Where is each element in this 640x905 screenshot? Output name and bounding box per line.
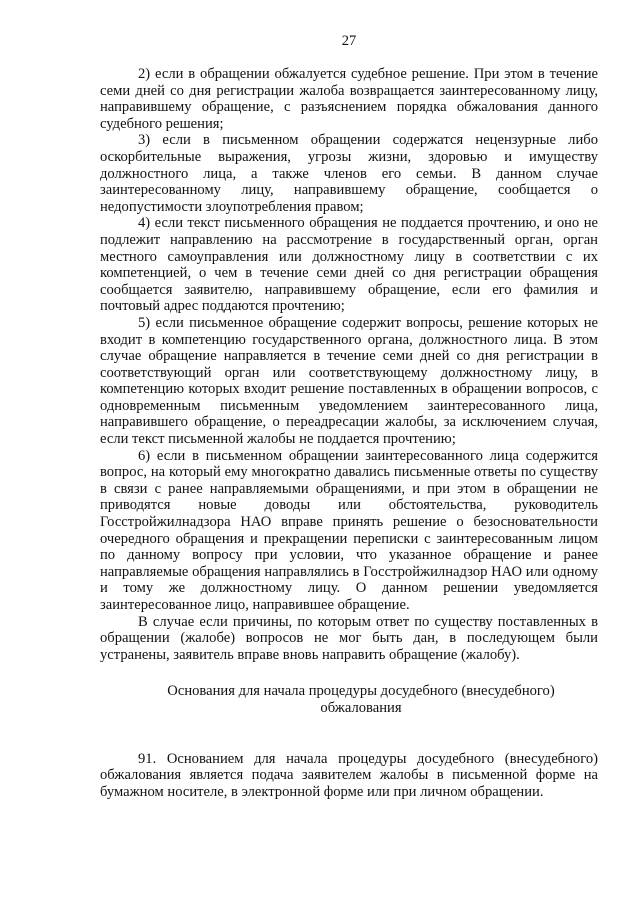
paragraph-item-3: 3) если в письменном обращении содержатся нецензурные либо оскорбительные выражения, угрозы жизни, здоровью и имуществу должностного лица, а также членов его семьи. В данном случае заинтересованному лицу, направившему обращение, сообщается о недопустимости злоупотребления правом; (100, 132, 598, 215)
paragraph-item-6: 6) если в письменном обращении заинтересованного лица содержится вопрос, на который ему многократно давались письменные ответы по существу в связи с ранее направляемыми обращениями, и при этом в обращении не приводятся новые доводы или обстоятельства, руководитель Госстройжилнадзора НАО вправе принять решение о безосновательности очередного обращения и прекращении переписки с заинтересованным лицом по данному вопросу при условии, что указанное обращение и ранее направляемые обращения направлялись в Госстройжилнадзор НАО или одному и тому же должностному лицу. О данном решении уведомляется заинтересованное лицо, направившее обращение. (100, 447, 598, 613)
page-number: 27 (341, 33, 357, 49)
paragraph-item-2: 2) если в обращении обжалуется судебное решение. При этом в течение семи дней со дня регистрации жалоба возвращается заинтересованному лицу, направившему обращение, с разъяснением порядка обжалования данного судебного решения; (100, 66, 598, 132)
document-body (100, 66, 598, 800)
section-heading: Основания для начала процедуры досудебного (внесудебного) обжалования (167, 683, 555, 716)
paragraph-91: 91. Основанием для начала процедуры досудебного (внесудебного) обжалования является подача заявителем жалобы в письменной форме на бумажном носителе, в электронной форме или при личном обращении. (100, 750, 598, 800)
paragraph-item-5: 5) если письменное обращение содержит вопросы, решение которых не входит в компетенцию государственного органа, должностного лица. В этом случае обращение направляется в течение семи дней со дня регистрации в соответствующий орган или соответствующему должностному лицу, в компетенцию которых входит решение поставленных в обращении вопросов, с одновременным письменным уведомлением заинтересованного лица, направившего обращение, о переадресации жалобы, за исключением случая, если текст письменной жалобы не поддается прочтению; (100, 314, 598, 448)
paragraph-item-4: 4) если текст письменного обращения не поддается прочтению, и оно не подлежит направлению на рассмотрение в государственный орган, орган местного самоуправления или должностному лицу в соответствии с их компетенцией, о чем в течение семи дней со дня регистрации обращения сообщается заявителю, направившему обращение, если его фамилия и почтовый адрес поддаются прочтению; (100, 215, 598, 315)
paragraph-resubmission: В случае если причины, по которым ответ по существу поставленных в обращении (жалобе) вопросов не мог быть дан, в последующем были устранены, заявитель вправе вновь направить обращение (жалобу). (100, 613, 598, 663)
document-page (100, 0, 598, 905)
